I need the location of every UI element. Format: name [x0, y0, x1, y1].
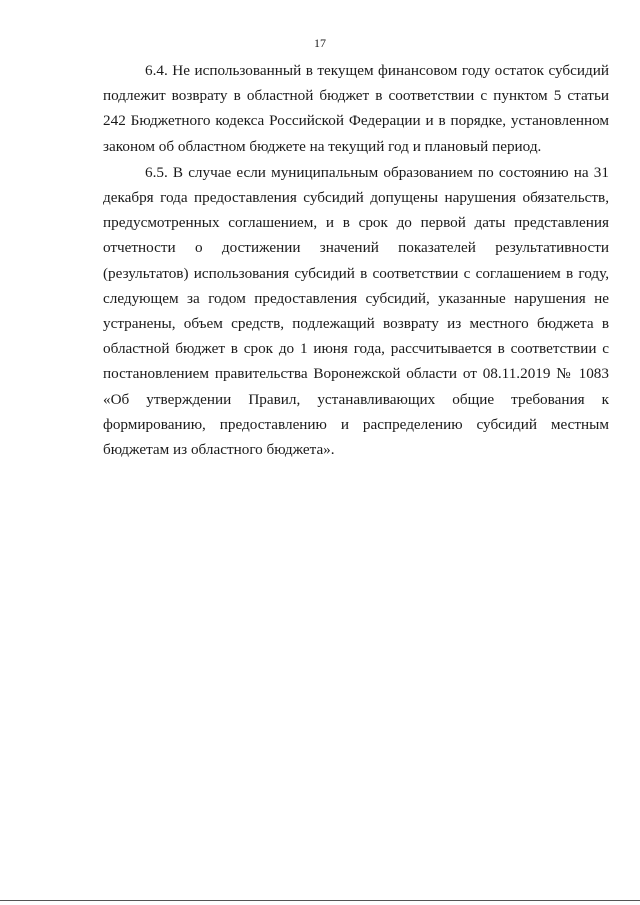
text-line: декабря года предоставления субсидий допущены нарушения обязательств, [103, 189, 609, 207]
text-line: отчетности о достижении значений показателей результативности [103, 239, 609, 257]
text-line: следующем за годом предоставления субсидий, указанные нарушения не [103, 289, 609, 307]
page-number: 17 [314, 36, 326, 50]
text-line: бюджетам из областного бюджета». [103, 441, 335, 459]
text-line: 6.5. В случае если муниципальным образованием по состоянию на 31 [145, 163, 609, 181]
paragraph-6-4 [103, 58, 609, 159]
text-line: законом об областном бюджете на текущий год и плановый период. [103, 137, 542, 155]
text-line: подлежит возврату в областной бюджет в соответствии с пунктом 5 статьи [103, 87, 609, 105]
text-line: устранены, объем средств, подлежащий возврату из местного бюджета в [103, 315, 609, 333]
text-line: «Об утверждении Правил, устанавливающих общие требования к [103, 390, 609, 408]
document-body [103, 58, 609, 462]
text-line: областной бюджет в срок до 1 июня года, рассчитывается в соответствии с [103, 340, 609, 358]
paragraph-6-5 [103, 160, 609, 462]
text-line: 242 Бюджетного кодекса Российской Федерации и в порядке, установленном [103, 112, 609, 130]
text-line: формированию, предоставлению и распределению субсидий местным [103, 415, 609, 433]
text-line: предусмотренных соглашением, и в срок до первой даты представления [103, 214, 609, 232]
text-line: постановлением правительства Воронежской области от 08.11.2019 № 1083 [103, 365, 609, 383]
text-line: (результатов) использования субсидий в соответствии с соглашением в году, [103, 264, 609, 282]
text-line: 6.4. Не использованный в текущем финансовом году остаток субсидий [145, 62, 609, 79]
scan-edge-line [0, 900, 640, 901]
